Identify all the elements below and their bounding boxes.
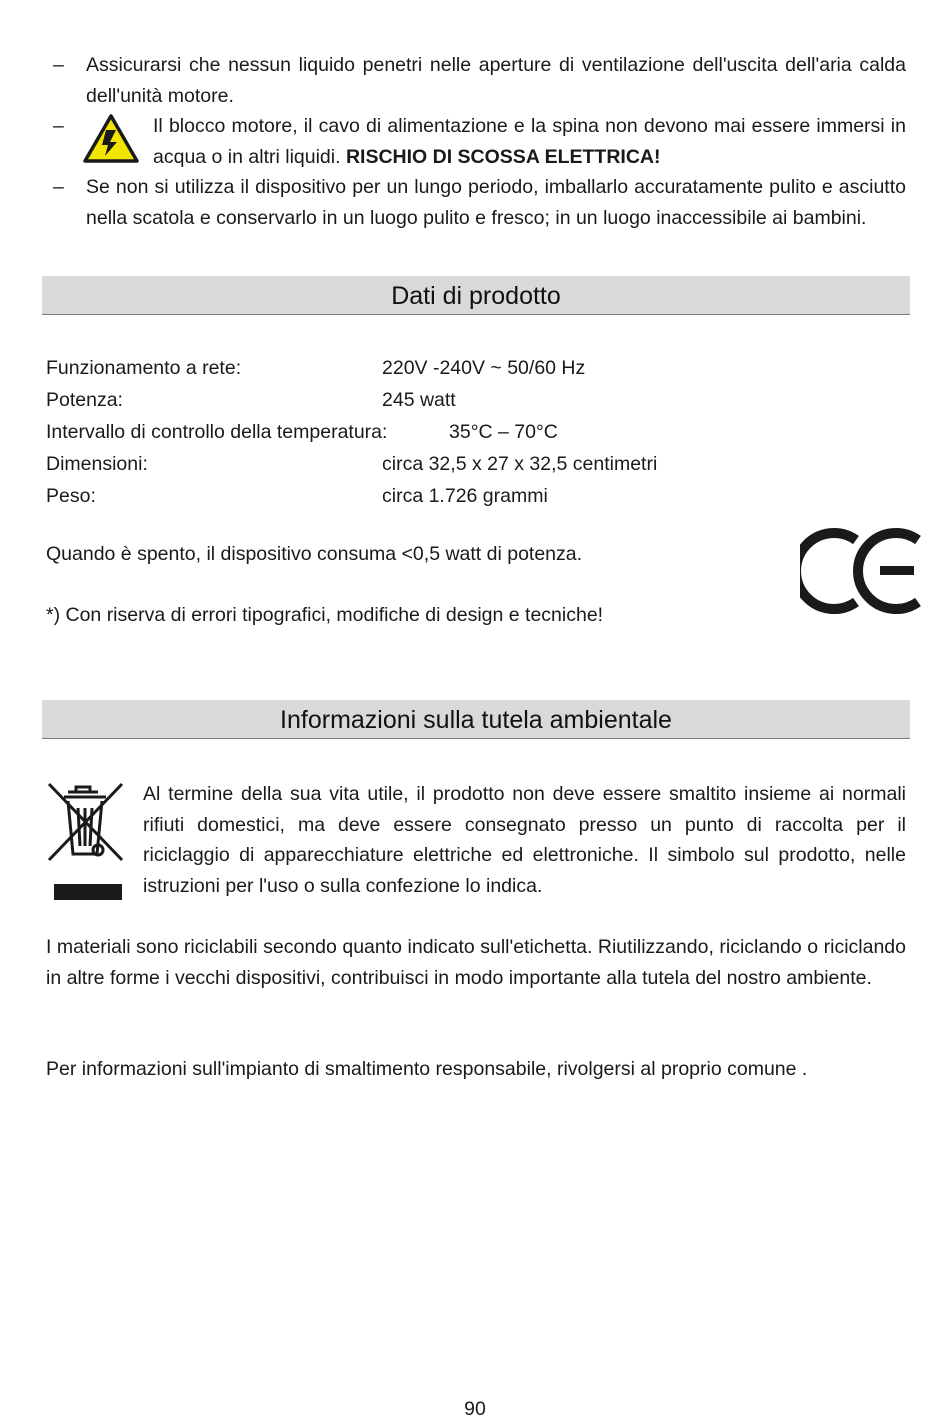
bullet-text: Assicurarsi che nessun liquido penetri nelle aperture di ventilazione dell'uscita dell'aria calda dell'unità motore. [86,54,906,107]
bullet-dash: – [53,54,64,76]
bullet-item [46,172,906,233]
section-title-product-data: Dati di prodotto [42,276,910,315]
spec-value: circa 1.726 grammi [382,485,548,507]
spec-value: circa 32,5 x 27 x 32,5 centimetri [382,453,658,475]
spec-value: 245 watt [382,389,456,411]
spec-label: Intervallo di controllo della temperatura: [46,421,388,443]
spec-value: 220V -240V ~ 50/60 Hz [382,357,586,379]
bullet-item-warning [46,111,906,172]
spec-row-temperature [46,417,866,449]
bullet-dash: – [53,115,64,137]
spec-row-dimensions [46,449,866,481]
weee-crossed-bin-icon [46,782,126,902]
bullet-text: Se non si utilizza il dispositivo per un lungo periodo, imballarlo accuratamente pulito e asciutto nella scatola e conservarlo in un luogo pulito e fresco; in un luogo inaccessibile ai bambini. [86,176,906,229]
ce-mark-icon [800,526,924,616]
disposal-text: Per informazioni sull'impianto di smaltimento responsabile, rivolgersi al proprio comune . [46,1058,808,1080]
spec-label: Potenza: [46,389,123,411]
standby-note: Quando è spento, il dispositivo consuma <0,5 watt di potenza. [46,543,583,565]
bullet-item [46,50,906,111]
spec-row-power [46,385,866,417]
electric-hazard-warning-icon [82,113,140,165]
bullet-text: Il blocco motore, il cavo di alimentazione e la spina non devono mai essere immersi in acqua o in altri liquidi. RISCHIO DI SCOSSA ELETTRICA! [153,115,906,168]
disclaimer-note: *) Con riserva di errori tipografici, modifiche di design e tecniche! [46,604,604,626]
spec-label: Dimensioni: [46,453,148,475]
weee-text: Al termine della sua vita utile, il prodotto non deve essere smaltito insieme ai normali rifiuti domestici, ma deve essere consegnato presso un punto di raccolta per il riciclaggio di apparecchiature elettriche ed elettroniche. Il simbolo sul prodotto, nelle istruzioni per l'uso o sulla confezione lo indica. [143,783,906,897]
spec-label: Funzionamento a rete: [46,357,242,379]
recycle-text: I materiali sono riciclabili secondo quanto indicato sull'etichetta. Riutilizzando, riciclando o riciclando in altre forme i vecchi dispositivi, contribuisci in modo importante alla tutela del nostro ambiente. [46,936,906,989]
spec-row-weight [46,481,866,513]
shock-risk-warning: RISCHIO DI SCOSSA ELETTRICA! [345,145,661,168]
bullet-dash: – [53,176,64,198]
spec-value: 35°C – 70°C [449,421,558,443]
spec-label: Peso: [46,485,96,507]
spec-row-mains [46,353,866,385]
section-title-environment: Informazioni sulla tutela ambientale [42,700,910,739]
page-number: 90 [464,1398,486,1420]
